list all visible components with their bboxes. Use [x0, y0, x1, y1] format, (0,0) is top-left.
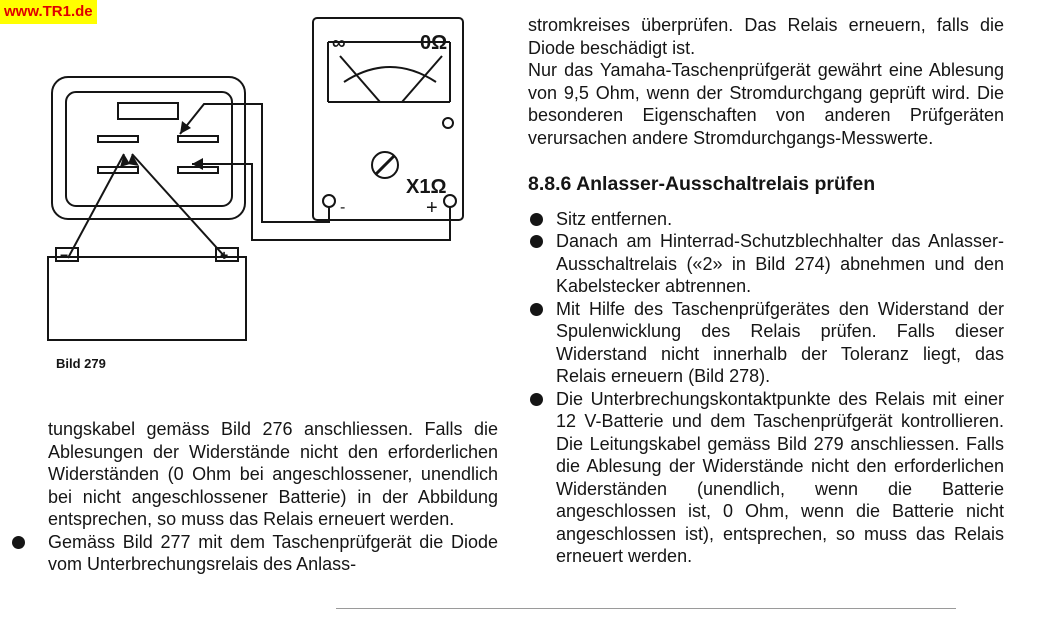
figure-caption: Bild 279	[56, 356, 106, 371]
wiring-diagram	[40, 12, 480, 352]
relay-terminal	[118, 103, 178, 119]
meter-scale-zero: 0Ω	[420, 32, 448, 54]
left-text-column	[48, 418, 498, 576]
list-item: Sitz entfernen.	[528, 208, 1004, 231]
page-footer-rule	[336, 608, 956, 609]
list-item: Mit Hilfe des Taschenprüfgerätes den Widerstand der Spulenwicklung des Relais prüfen. Falls dieser Widerstand nicht innerhalb der Toleranz liegt, das Relais erneuern (Bild 278).	[528, 298, 1004, 388]
meter-minus-label: -	[340, 199, 346, 216]
list-item: Danach am Hinterrad-Schutzblechhalter das Anlasser-Ausschaltrelais («2» in Bild 274) abnehmen und den Kabelstecker abtrennen.	[528, 230, 1004, 298]
right-text-column	[528, 14, 1004, 568]
list-item: Die Unterbrechungskontaktpunkte des Relais mit einer 12 V-Batterie und dem Taschenprüfgerät kontrollieren. Die Leitungskabel gemäss Bild 279 anschliessen. Falls die Ablesung der Widerstände nicht den erforderlichen Widerständen (unendlich, wenn die Batterie angeschlossen ist, 0 Ohm, wenn die Batterie nicht angeschlossen ist), entsprechen, so muss das Relais erneuert werden.	[528, 388, 1004, 568]
meter-scale-infinity: ∞	[332, 33, 346, 54]
battery-plus-label: +	[220, 247, 229, 263]
right-paragraph-1: stromkreises überprüfen. Das Relais erneuern, falls die Diode beschädigt ist.	[528, 15, 1004, 58]
meter-plus-label: +	[426, 197, 438, 219]
meter-range-label: X1Ω	[406, 176, 447, 198]
relay-body	[52, 77, 245, 219]
section-heading: 8.8.6 Anlasser-Ausschaltrelais prüfen	[528, 173, 876, 195]
battery	[48, 257, 246, 340]
relay-terminal	[98, 167, 138, 173]
meter-minus-jack	[323, 195, 335, 207]
relay-terminal	[178, 167, 218, 173]
meter-needle	[340, 56, 380, 102]
list-item: Gemäss Bild 277 mit dem Taschenprüfgerät die Diode vom Unterbrechungsrelais des Anlass-	[48, 531, 498, 574]
left-bullet-list	[48, 531, 498, 576]
battery-minus-label: −	[60, 247, 69, 263]
relay-terminal	[178, 136, 218, 142]
right-paragraph-2: Nur das Yamaha-Taschenprüfgerät gewährt eine Ablesung von 9,5 Ohm, wenn der Stromdurchgang geprüft wird. Die besonderen Eigenschaften von anderen Prüfgeräten verursachen andere Stromdurchgangs-Messwerte.	[528, 60, 1004, 148]
relay-terminal	[98, 136, 138, 142]
procedure-bullet-list	[528, 208, 1004, 568]
left-paragraph: tungskabel gemäss Bild 276 anschliessen. Falls die Ablesungen der Widerstände nicht den erforderlichen Widerständen (0 Ohm bei angeschlossener, unendlich bei nicht angeschlossener Batterie) in der Abbildung entsprechen, so muss das Relais erneuert werden.	[48, 419, 498, 529]
site-watermark: www.TR1.de	[0, 0, 97, 24]
